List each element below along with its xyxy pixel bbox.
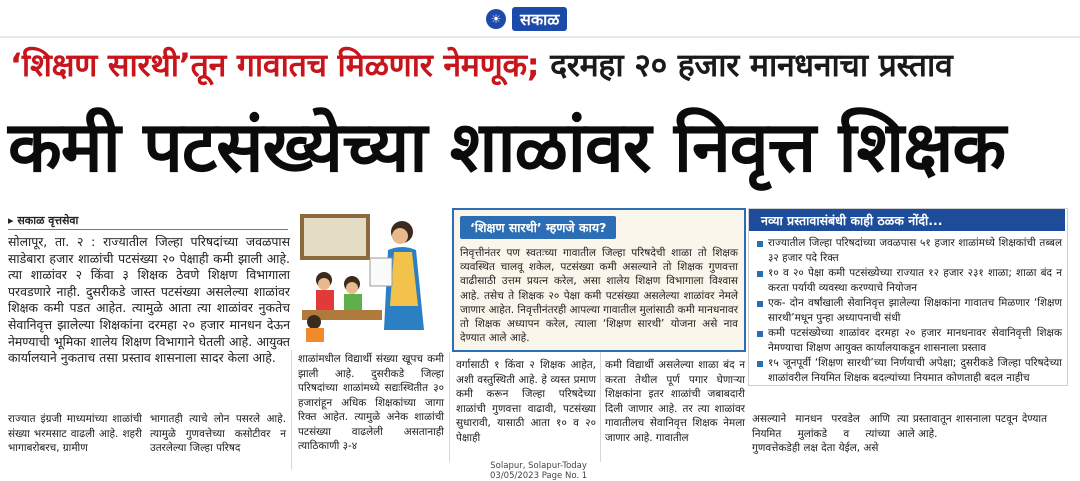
column-text: कमी विद्यार्थी असलेल्या शाळा बंद न करता तेथील पूर्ण पगार घेणाऱ्या शिक्षकांना इतर शाळांची जबाबदारी दिली जाणार आहे. तर त्या शाळांवर गावातीलच सेवानिवृत्त शिक्षक नेमला जाणार आहे. गावातील [605, 358, 745, 445]
column-text: भागातही त्याचे लोन पसरले आहे. त्यामुळे गुणवत्तेच्या कसोटीवर न उतरलेल्या जिल्हा परिषद [150, 412, 286, 456]
explainer-body: निवृत्तीनंतर पण स्वतःच्या गावातील जिल्हा परिषदेची शाळा तो शिक्षक व्यवस्थित चालवू शकेल, पटसंख्या कमी असल्याने तो शिक्षक गुणवत्ता वाढीसाठी उत्तम प्रयत्न करेल, असा शालेय शिक्षण विभागाला विश्वास आहे. तसेच ते शिक्षक २० पेक्षा कमी पटसंख्या असलेल्या शाळांवर नेमले जाणार आहेत. निवृत्तीनंतरही आपल्या गावातील मुलांसाठी कमी मानधनावर तो शिक्षक अध्यापन करेल, त्याला ‘शिक्षण सारथी’ योजना असे नाव देण्यात आले आहे. [460, 246, 738, 345]
column-text: असल्याने मानधन परवडेल आणि नियमित मुलांकडे व त्यांच्या गुणवत्तेकडेही लक्ष देता येईल, असे [752, 412, 890, 456]
column-text: राज्यात इंग्रजी माध्यमांच्या शाळांची संख्या भरमसाट वाढली आहे. शहरी भागाबरोबरच, ग्रामीण [8, 412, 142, 456]
column-text: त्या प्रस्तावातून शासनाला पटवून देण्यात आले आहे. [897, 412, 1047, 441]
footer-line: 03/05/2023 Page No. 1 [490, 472, 587, 481]
highlights-title: नव्या प्रस्तावासंबंधी काही ठळक नोंदी... [749, 209, 1065, 231]
divider [8, 229, 288, 230]
highlights-list [756, 236, 1062, 386]
list-item: १५ जूनपूर्वी ‘शिक्षण सारथी’च्या निर्णयाची अपेक्षा; दुसरीकडे जिल्हा परिषदेच्या शाळांवरील नियमित शिक्षक बदल्यांच्या नियमात कोणताही बदल नाहीच [756, 356, 1062, 385]
list-item: राज्यातील जिल्हा परिषदांच्या जवळपास ५१ हजार शाळांमध्ये शिक्षकांची तब्बल ३२ हजार पदे रिक्त [756, 236, 1062, 265]
byline: ▸ सकाळ वृत्तसेवा [8, 213, 78, 228]
page-footer [490, 462, 587, 481]
main-headline: कमी पटसंख्येच्या शाळांवर निवृत्त शिक्षक [8, 102, 1072, 192]
divider [0, 36, 1080, 38]
sun-logo-icon: ☀ [486, 9, 506, 29]
column-divider [449, 352, 450, 462]
lead-paragraph: सोलापूर, ता. २ : राज्यातील जिल्हा परिषदांच्या जवळपास साडेबारा हजार शाळांची पटसंख्या २० पेक्षाही कमी झाली आहे. त्या शाळांवर २ किंवा ३ शिक्षक ठेवणे शिक्षण विभागाला परवडणारे नाही. दुसरीकडे जास्त पटसंख्या असलेल्या शाळांवर शिक्षक कमी पडत आहेत. त्यामुळे आता त्या शाळांवर नुकतेच सेवानिवृत्त झालेल्या शिक्षकांना दरमहा २० हजार मानधन देऊन नेमण्याची भूमिका शालेय शिक्षण विभागाने घेतली आहे. आयुक्त कार्यालयाने नुकताच तसा प्रस्ताव शासनाला सादर केला आहे. [8, 234, 290, 367]
explainer-title: ‘शिक्षण सारथी’ म्हणजे काय? [460, 216, 616, 239]
classroom-illustration [294, 210, 444, 342]
list-item: एक- दोन वर्षांखाली सेवानिवृत्त झालेल्या शिक्षकांना गावातच मिळणार ‘शिक्षण सारथी’मधून पुन्हा अध्यापनाची संधी [756, 296, 1062, 325]
column-text: वर्गासाठी १ किंवा २ शिक्षक आहेत, अशी वस्तुस्थिती आहे. हे व्यस्त प्रमाण कमी करून जिल्हा परिषदेच्या शाळांची गुणवत्ता वाढावी, पटसंख्या सुधारावी, यासाठी आता १० व २० पेक्षाही [456, 358, 596, 445]
kicker-dark: दरमहा २० हजार मानधनाचा प्रस्ताव [539, 46, 952, 84]
column-divider [291, 350, 292, 470]
column-divider [600, 352, 601, 462]
kicker-red: ‘शिक्षण सारथी’तून गावातच मिळणार नेमणूक; [10, 46, 539, 84]
masthead [486, 6, 567, 32]
masthead-name: सकाळ [512, 7, 567, 31]
kicker-headline [10, 45, 1070, 85]
column-text: शाळांमधील विद्यार्थी संख्या खूपच कमी झाली आहे. दुसरीकडे जिल्हा परिषदांच्या शाळांमध्ये सद्यःस्थितीत ३० हजारांहून अधिक शिक्षकांच्या जागा रिक्त आहेत. त्यामुळे अनेक शाळांची पटसंख्या वाढलेली असतानाही त्याठिकाणी ३-४ [298, 352, 444, 454]
list-item: कमी पटसंख्येच्या शाळांवर दरमहा २० हजार मानधनावर सेवानिवृत्ती शिक्षक नेमण्याचा शिक्षण आयुक्त कार्यालयाकडून शासनाला प्रस्ताव [756, 326, 1062, 355]
list-item: १० व २० पेक्षा कमी पटसंख्येच्या राज्यात १२ हजार २३१ शाळा; शाळा बंद न करता पर्यायी व्यवस्था करण्याचे नियोजन [756, 266, 1062, 295]
footer-line: Solapur, Solapur-Today [490, 462, 587, 472]
